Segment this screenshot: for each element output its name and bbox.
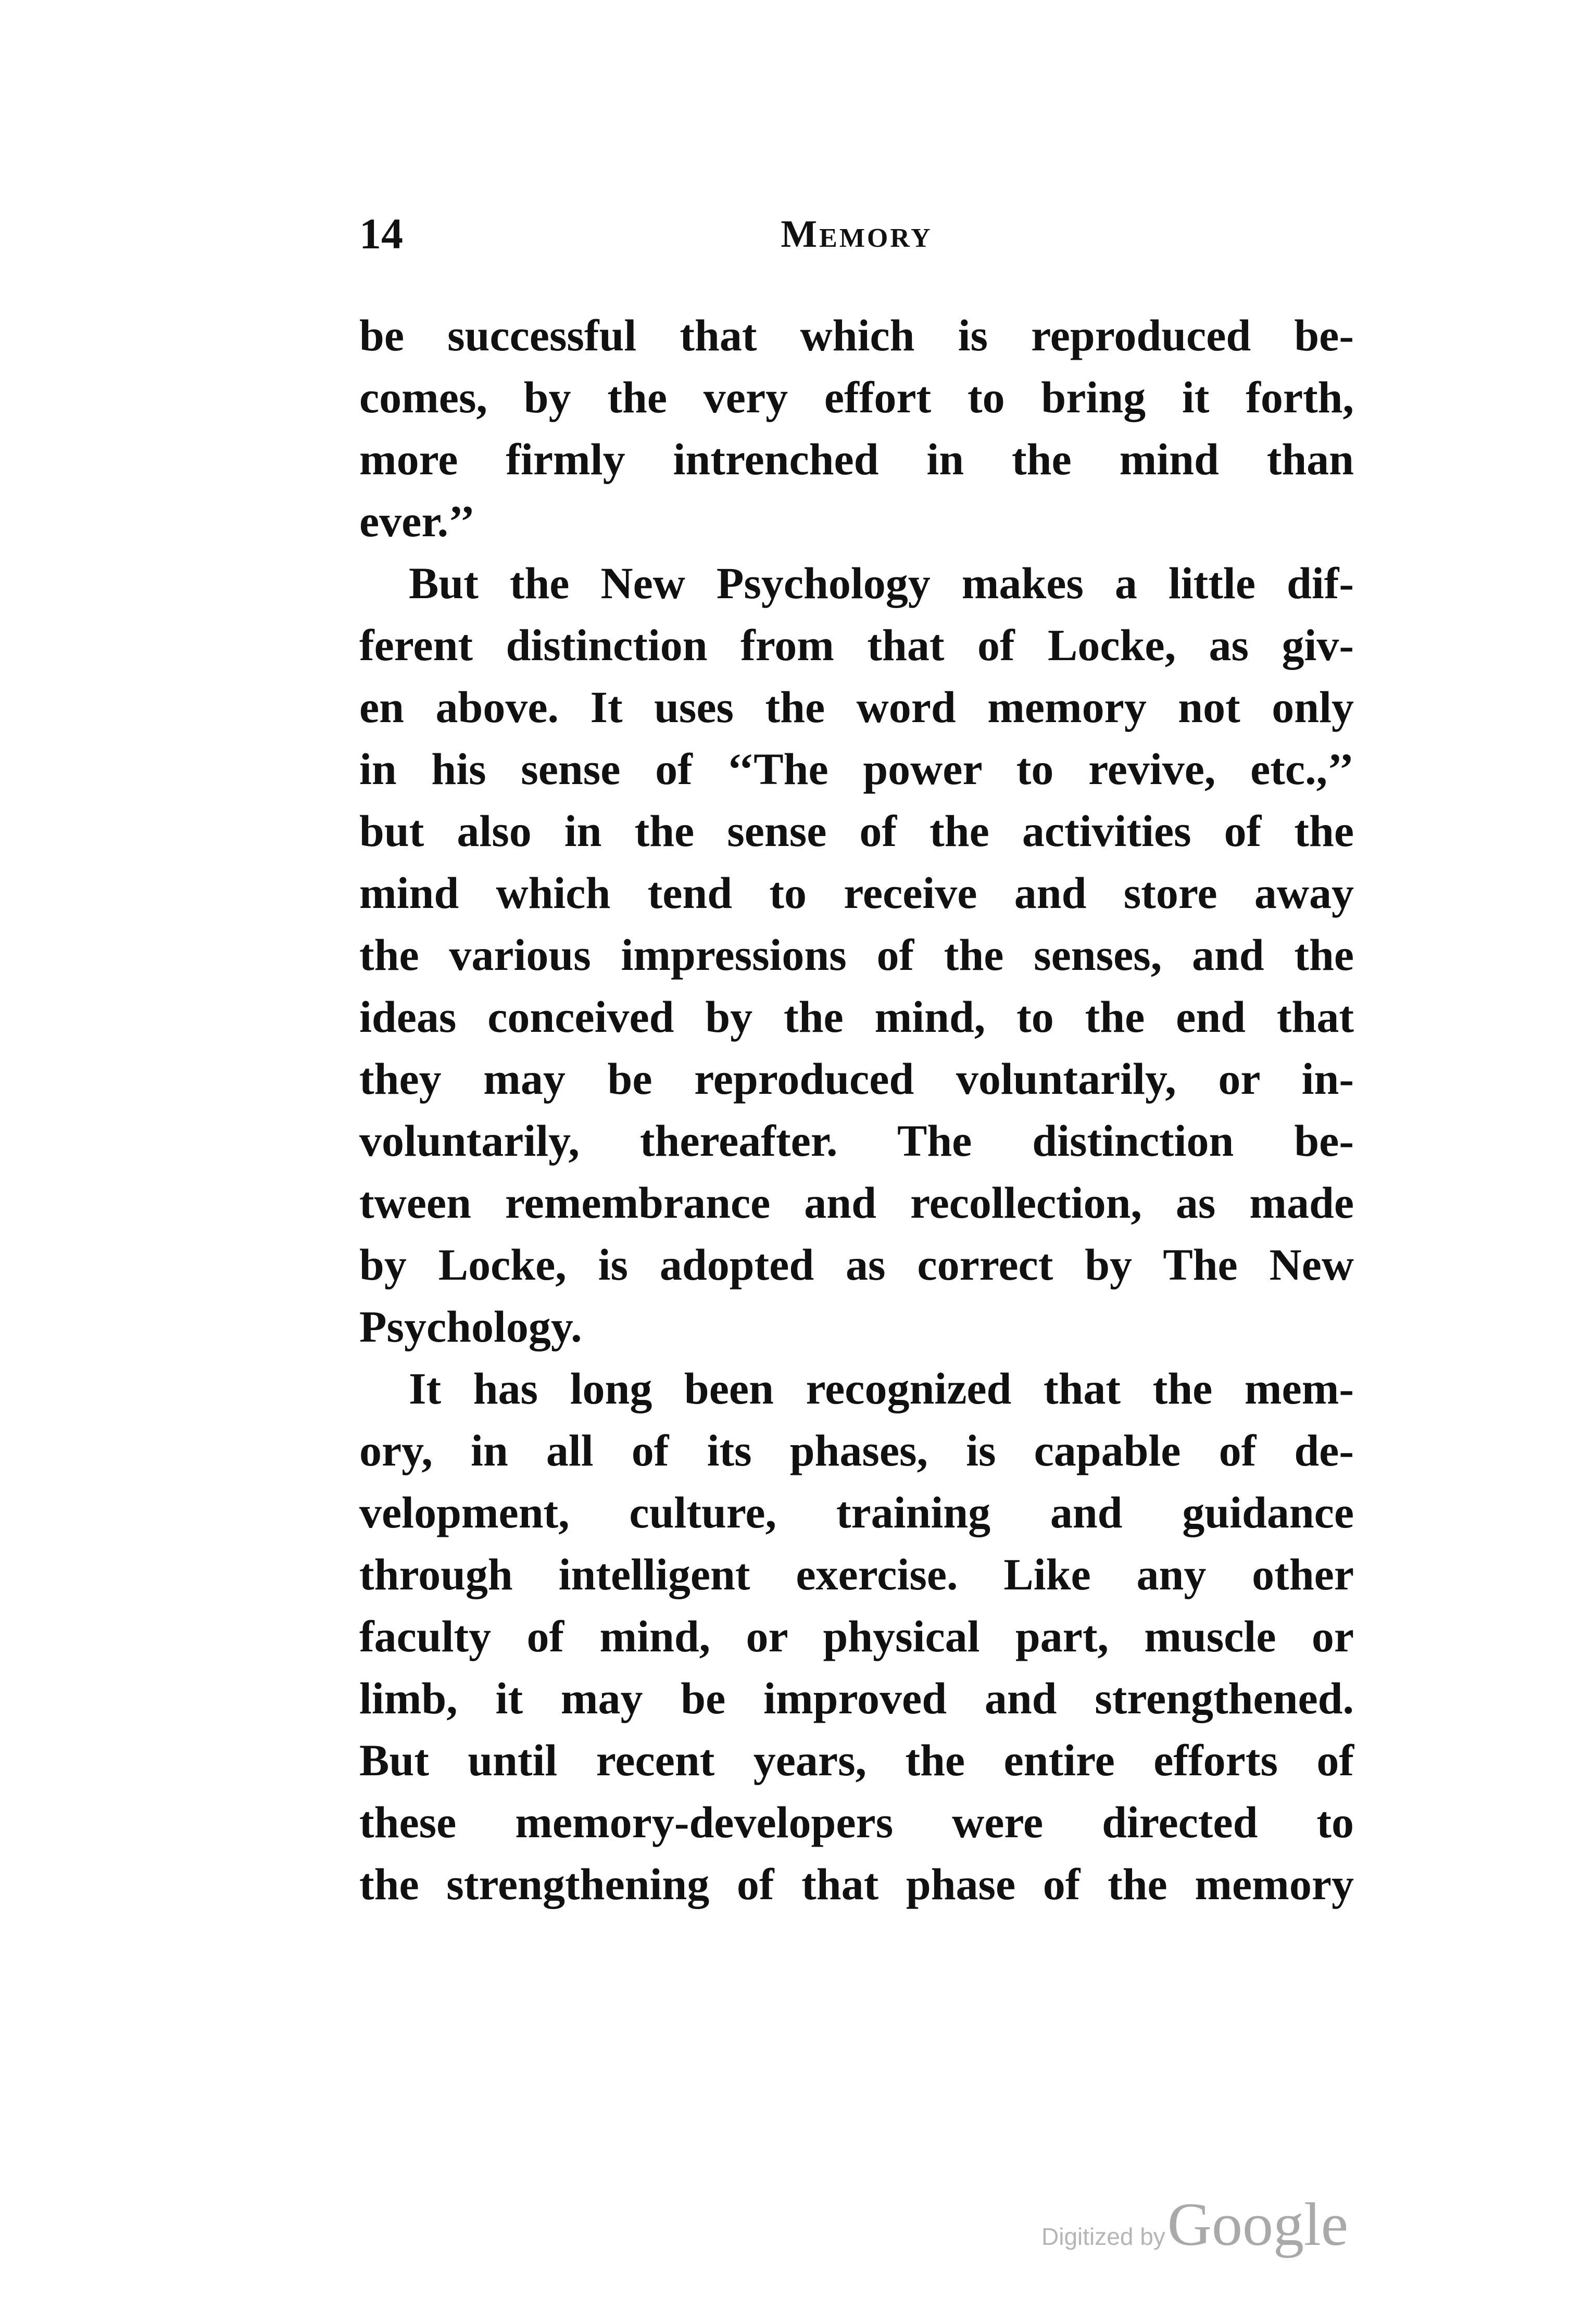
- text-line: they may be reproduced voluntarily, or in-: [359, 1054, 1354, 1104]
- text-line: tween remembrance and recollection, as made: [359, 1178, 1354, 1228]
- text-line: but also in the sense of the activities of the: [359, 806, 1354, 856]
- text-line: Psychology.: [359, 1302, 582, 1352]
- text-line: ory, in all of its phases, is capable of de-: [359, 1425, 1354, 1475]
- text-line: limb, it may be improved and strengthened.: [359, 1673, 1354, 1723]
- digitized-watermark: [1041, 2189, 1406, 2262]
- page-header: [359, 206, 1354, 263]
- text-line: in his sense of ‘‘The power to revive, etc.,’’: [359, 744, 1354, 794]
- text-line: velopment, culture, training and guidance: [359, 1487, 1354, 1537]
- text-line: ever.’’: [359, 496, 475, 546]
- text-line: But until recent years, the entire efforts of: [359, 1735, 1354, 1785]
- text-line: faculty of mind, or physical part, muscle or: [359, 1611, 1354, 1661]
- text-line: by Locke, is adopted as correct by The New: [359, 1240, 1354, 1290]
- text-line: the strengthening of that phase of the memory: [359, 1859, 1354, 1909]
- text-line: voluntarily, thereafter. The distinction be-: [359, 1116, 1354, 1166]
- text-line: It has long been recognized that the mem-: [409, 1363, 1354, 1413]
- text-line: But the New Psychology makes a little dif-: [409, 558, 1354, 608]
- page-number: 14: [359, 210, 403, 258]
- text-line: be successful that which is reproduced be-: [359, 310, 1354, 360]
- text-line: more firmly intrenched in the mind than: [359, 434, 1354, 484]
- watermark-prefix: Digitized by: [1041, 2223, 1165, 2250]
- text-line: the various impressions of the senses, and the: [359, 930, 1354, 980]
- text-line: comes, by the very effort to bring it forth,: [359, 372, 1354, 422]
- body-text: [359, 305, 1354, 1915]
- running-title: Memory: [781, 213, 933, 256]
- text-line: mind which tend to receive and store away: [359, 868, 1354, 918]
- text-line: through intelligent exercise. Like any other: [359, 1549, 1354, 1599]
- text-line: ideas conceived by the mind, to the end that: [359, 992, 1354, 1042]
- text-line: these memory-developers were directed to: [359, 1797, 1354, 1847]
- text-line: ferent distinction from that of Locke, as giv-: [359, 620, 1354, 670]
- text-line: en above. It uses the word memory not only: [359, 682, 1354, 732]
- watermark-brand: Google: [1167, 2190, 1349, 2258]
